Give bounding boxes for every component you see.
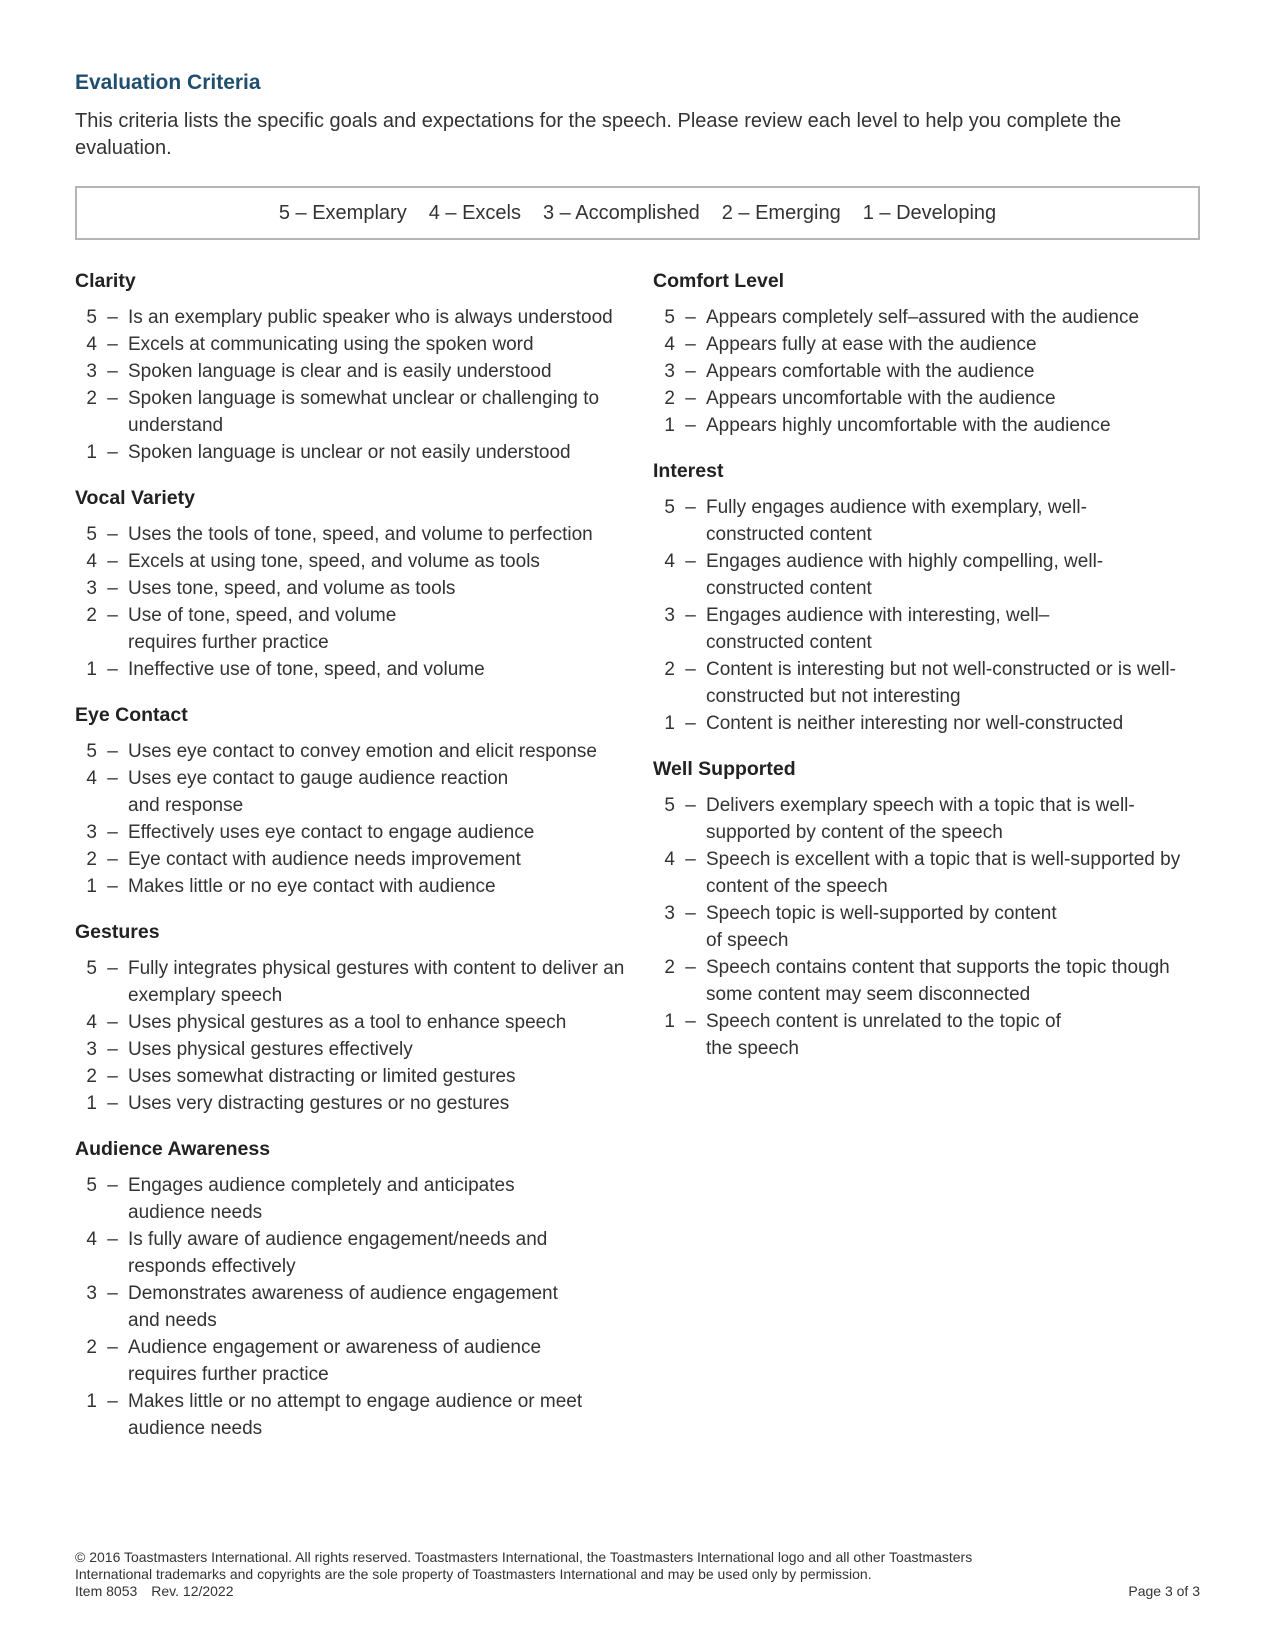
level-score: 4 (664, 551, 675, 572)
section-eye-contact (75, 702, 635, 900)
section-title: Comfort Level (653, 270, 785, 292)
level-row (653, 954, 1213, 1008)
section-audience-awareness (75, 1136, 635, 1442)
level-score: 1 (664, 1011, 675, 1032)
level-dash: – (107, 1039, 118, 1060)
level-dash: – (107, 388, 118, 409)
level-row (75, 548, 635, 575)
level-score: 3 (86, 1283, 97, 1304)
level-score: 1 (86, 659, 97, 680)
level-score: 1 (664, 415, 675, 436)
level-row (75, 385, 635, 439)
level-score: 3 (86, 822, 97, 843)
level-text: Makes little or no attempt to engage audience or meet audience needs (128, 1391, 583, 1439)
level-text: Appears uncomfortable with the audience (706, 388, 1056, 409)
level-dash: – (107, 1175, 118, 1196)
scale-item-5: 5 – Exemplary (278, 201, 407, 224)
section-title: Audience Awareness (75, 1138, 271, 1160)
level-row (653, 358, 1213, 385)
item-number: Item 8053 (75, 1583, 138, 1599)
revision-date: Rev. 12/2022 (151, 1583, 234, 1599)
level-score: 5 (86, 307, 97, 328)
level-row (653, 846, 1213, 900)
level-text: Is fully aware of audience engagement/needs and responds effectively (128, 1229, 548, 1277)
level-score: 1 (86, 876, 97, 897)
level-row (653, 548, 1213, 602)
level-row (75, 955, 635, 1009)
level-dash: – (107, 659, 118, 680)
level-dash: – (107, 1066, 118, 1087)
level-text: Uses very distracting gestures or no gestures (128, 1093, 510, 1114)
section-title: Clarity (75, 270, 136, 292)
right-column (653, 268, 1213, 1081)
rating-scale-box (75, 186, 1200, 240)
level-text: Appears fully at ease with the audience (706, 334, 1037, 355)
level-text: Uses somewhat distracting or limited gestures (128, 1066, 516, 1087)
level-score: 3 (664, 903, 675, 924)
level-text: Engages audience completely and anticipates audience needs (128, 1175, 515, 1223)
level-text: Delivers exemplary speech with a topic that is well-supported by content of the speech (706, 795, 1135, 843)
level-score: 3 (86, 1039, 97, 1060)
level-dash: – (107, 822, 118, 843)
level-score: 2 (664, 659, 675, 680)
level-text: Appears highly uncomfortable with the audience (706, 415, 1111, 436)
level-text: Content is interesting but not well-constructed or is well-constructed but not interesting (706, 659, 1176, 707)
section-vocal-variety (75, 485, 635, 683)
level-text: Uses eye contact to convey emotion and elicit response (128, 741, 597, 762)
level-row (653, 412, 1213, 439)
level-text: Makes little or no eye contact with audience (128, 876, 496, 897)
level-score: 5 (664, 497, 675, 518)
level-dash: – (107, 442, 118, 463)
page-title: Evaluation Criteria (75, 71, 261, 94)
section-interest (653, 458, 1213, 737)
level-score: 3 (86, 578, 97, 599)
level-dash: – (685, 334, 696, 355)
item-line (75, 1583, 1200, 1600)
level-dash: – (107, 876, 118, 897)
level-dash: – (107, 849, 118, 870)
level-score: 2 (86, 1337, 97, 1358)
level-dash: – (107, 605, 118, 626)
page-number: Page 3 of 3 (1128, 1583, 1200, 1599)
section-title: Well Supported (653, 758, 796, 780)
level-dash: – (685, 659, 696, 680)
level-text: Uses the tools of tone, speed, and volume to perfection (128, 524, 593, 545)
level-dash: – (685, 307, 696, 328)
section-comfort-level (653, 268, 1213, 439)
scale-item-2: 2 – Emerging (721, 201, 841, 224)
level-text: Speech topic is well-supported by content of speech (706, 903, 1057, 951)
level-score: 1 (86, 1093, 97, 1114)
level-text: Ineffective use of tone, speed, and volume (128, 659, 485, 680)
level-dash: – (107, 361, 118, 382)
level-row (75, 1388, 635, 1442)
level-score: 4 (86, 334, 97, 355)
scale-item-1: 1 – Developing (862, 201, 997, 224)
level-row (75, 602, 635, 656)
level-score: 1 (86, 442, 97, 463)
level-text: Audience engagement or awareness of audience requires further practice (128, 1337, 542, 1385)
level-dash: – (685, 903, 696, 924)
level-dash: – (685, 795, 696, 816)
section-well-supported (653, 756, 1213, 1062)
level-text: Engages audience with highly compelling, well-constructed content (706, 551, 1104, 599)
level-text: Appears completely self–assured with the audience (706, 307, 1140, 328)
level-dash: – (685, 713, 696, 734)
level-row (75, 1090, 635, 1117)
level-text: Effectively uses eye contact to engage audience (128, 822, 535, 843)
level-score: 5 (86, 524, 97, 545)
level-score: 3 (664, 361, 675, 382)
level-score: 3 (664, 605, 675, 626)
level-dash: – (685, 957, 696, 978)
level-dash: – (685, 415, 696, 436)
level-row (75, 1063, 635, 1090)
level-row (653, 792, 1213, 846)
level-row (75, 575, 635, 602)
level-text: Excels at communicating using the spoken word (128, 334, 534, 355)
level-text: Fully engages audience with exemplary, well-constructed content (706, 497, 1087, 545)
copyright-notice: © 2016 Toastmasters International. All rights reserved. Toastmasters International, the Toastmasters International logo and all other Toastmasters International trademarks and copyrights are the sole property of Toastmasters International and may be used only by permission. (75, 1549, 973, 1582)
level-dash: – (107, 741, 118, 762)
level-dash: – (107, 1093, 118, 1114)
level-score: 2 (86, 1066, 97, 1087)
level-text: Demonstrates awareness of audience engagement and needs (128, 1283, 558, 1331)
level-score: 2 (86, 388, 97, 409)
level-text: Appears comfortable with the audience (706, 361, 1035, 382)
level-row (75, 358, 635, 385)
level-row (75, 873, 635, 900)
level-row (75, 1009, 635, 1036)
level-score: 2 (86, 849, 97, 870)
section-title: Eye Contact (75, 704, 188, 726)
level-row (75, 765, 635, 819)
level-text: Speech contains content that supports the topic though some content may seem disconnected (706, 957, 1170, 1005)
level-score: 4 (86, 1229, 97, 1250)
level-row (653, 602, 1213, 656)
level-score: 1 (86, 1391, 97, 1412)
level-score: 4 (664, 849, 675, 870)
level-dash: – (107, 1012, 118, 1033)
level-dash: – (685, 605, 696, 626)
level-dash: – (107, 524, 118, 545)
level-score: 5 (664, 795, 675, 816)
level-score: 5 (86, 741, 97, 762)
level-score: 1 (664, 713, 675, 734)
level-row (653, 304, 1213, 331)
footer (75, 1549, 1200, 1600)
level-row (75, 1280, 635, 1334)
level-dash: – (107, 551, 118, 572)
level-score: 4 (664, 334, 675, 355)
level-dash: – (685, 388, 696, 409)
level-row (75, 1226, 635, 1280)
level-dash: – (685, 497, 696, 518)
level-dash: – (685, 361, 696, 382)
level-text: Eye contact with audience needs improvement (128, 849, 521, 870)
level-dash: – (107, 307, 118, 328)
intro-text: This criteria lists the specific goals and expectations for the speech. Please review each level to help you complete the evaluation. (75, 110, 1122, 159)
level-row (75, 1334, 635, 1388)
level-dash: – (685, 849, 696, 870)
level-row (653, 385, 1213, 412)
level-text: Uses physical gestures effectively (128, 1039, 413, 1060)
section-title: Gestures (75, 921, 160, 943)
level-row (653, 1008, 1213, 1062)
level-row (75, 331, 635, 358)
level-score: 2 (664, 388, 675, 409)
level-dash: – (107, 1391, 118, 1412)
level-dash: – (107, 578, 118, 599)
level-row (653, 331, 1213, 358)
level-row (653, 494, 1213, 548)
section-clarity (75, 268, 635, 466)
level-row (75, 1036, 635, 1063)
level-row (653, 656, 1213, 710)
level-row (75, 819, 635, 846)
level-text: Content is neither interesting nor well-constructed (706, 713, 1124, 734)
level-dash: – (107, 1283, 118, 1304)
level-score: 2 (664, 957, 675, 978)
level-dash: – (107, 768, 118, 789)
level-dash: – (107, 334, 118, 355)
level-dash: – (685, 551, 696, 572)
level-text: Spoken language is unclear or not easily understood (128, 442, 571, 463)
level-score: 5 (664, 307, 675, 328)
level-row (75, 521, 635, 548)
level-text: Fully integrates physical gestures with content to deliver an exemplary speech (128, 958, 625, 1006)
level-text: Speech content is unrelated to the topic of the speech (706, 1011, 1061, 1059)
section-title: Vocal Variety (75, 487, 195, 509)
level-score: 4 (86, 1012, 97, 1033)
level-text: Engages audience with interesting, well–constructed content (706, 605, 1050, 653)
level-text: Uses eye contact to gauge audience reaction and response (128, 768, 509, 816)
level-row (75, 304, 635, 331)
level-dash: – (107, 1337, 118, 1358)
level-row (75, 656, 635, 683)
level-row (75, 738, 635, 765)
level-score: 3 (86, 361, 97, 382)
left-column (75, 268, 635, 1461)
level-text: Uses tone, speed, and volume as tools (128, 578, 456, 599)
scale-item-4: 4 – Excels (428, 201, 521, 224)
scale-item-3: 3 – Accomplished (542, 201, 700, 224)
level-score: 4 (86, 551, 97, 572)
section-gestures (75, 919, 635, 1117)
level-score: 4 (86, 768, 97, 789)
level-dash: – (107, 1229, 118, 1250)
level-row (75, 439, 635, 466)
level-text: Uses physical gestures as a tool to enhance speech (128, 1012, 567, 1033)
level-text: Speech is excellent with a topic that is well-supported by content of the speech (706, 849, 1181, 897)
level-text: Is an exemplary public speaker who is always understood (128, 307, 613, 328)
level-score: 5 (86, 1175, 97, 1196)
level-row (653, 710, 1213, 737)
level-text: Excels at using tone, speed, and volume as tools (128, 551, 540, 572)
level-score: 2 (86, 605, 97, 626)
level-score: 5 (86, 958, 97, 979)
level-row (75, 1172, 635, 1226)
level-dash: – (107, 958, 118, 979)
level-dash: – (685, 1011, 696, 1032)
level-row (75, 846, 635, 873)
level-text: Spoken language is somewhat unclear or challenging to understand (128, 388, 600, 436)
level-text: Spoken language is clear and is easily understood (128, 361, 552, 382)
level-row (653, 900, 1213, 954)
section-title: Interest (653, 460, 724, 482)
level-text: Use of tone, speed, and volume requires further practice (128, 605, 397, 653)
